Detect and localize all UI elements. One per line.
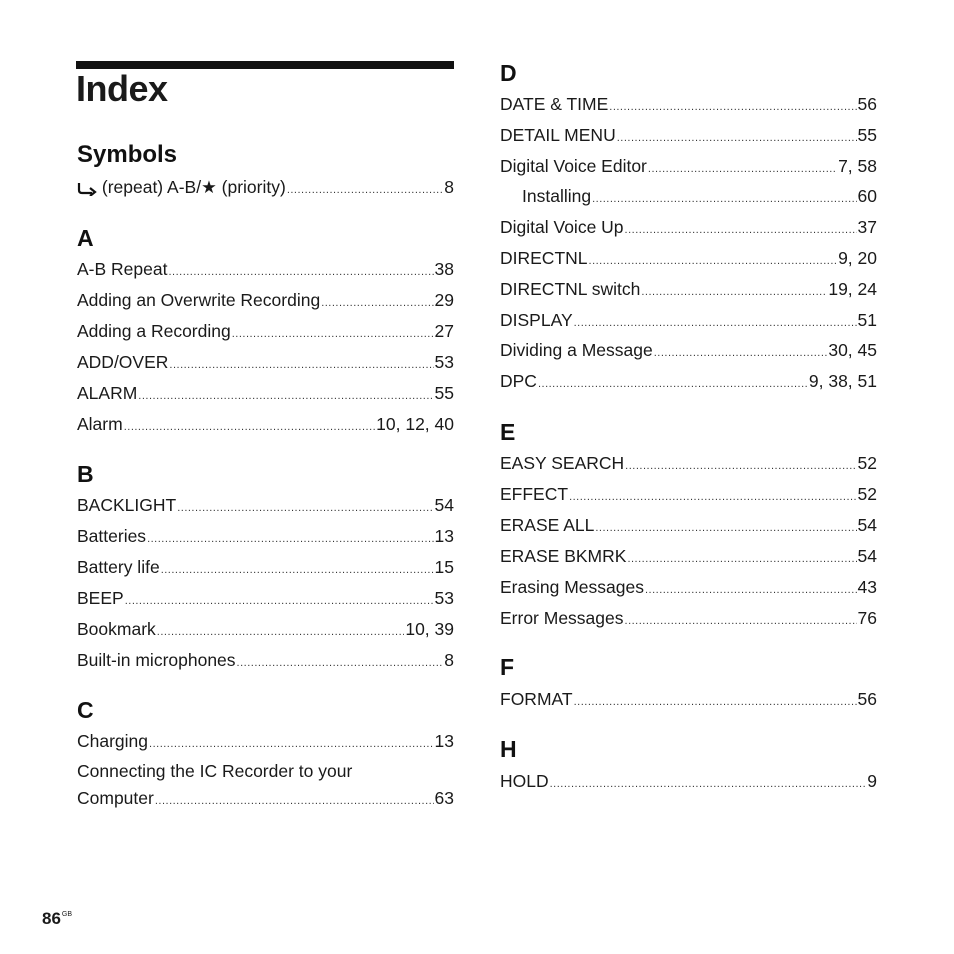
entry-page: 51 [857, 310, 877, 330]
index-entry-charging[interactable] [77, 730, 454, 755]
entry-page: 13 [434, 526, 454, 546]
entry-page: 8 [444, 650, 454, 670]
entry-label: FORMAT [500, 689, 573, 709]
entry-label: ADD/OVER [77, 352, 169, 372]
entry-label: Adding a Recording [77, 321, 231, 341]
index-entry-installing[interactable] [522, 185, 877, 210]
leader-dots [654, 342, 828, 364]
index-entry-dividing-a-message[interactable] [500, 339, 877, 364]
entry-label: Alarm [77, 414, 123, 434]
leader-dots [641, 281, 827, 303]
entry-label: DISPLAY [500, 310, 573, 330]
leader-dots [645, 579, 857, 601]
leader-dots [157, 621, 405, 643]
entry-label: Digital Voice Editor [500, 156, 647, 176]
entry-page: 54 [857, 515, 877, 535]
leader-dots [177, 497, 433, 519]
leader-dots [232, 323, 434, 345]
index-entry-easy-search[interactable] [500, 452, 877, 477]
leader-dots [589, 250, 838, 272]
leader-dots [574, 312, 857, 334]
index-entry-directnl-switch[interactable] [500, 278, 877, 303]
entry-label: DATE & TIME [500, 94, 609, 114]
index-entry-format[interactable] [500, 688, 877, 713]
entry-page: 76 [857, 608, 877, 628]
entry-page: 30, 45 [828, 340, 877, 360]
page-number: $86^{GB}$ [42, 909, 73, 928]
entry-label: Bookmark [77, 619, 156, 639]
index-entry-battery-life[interactable] [77, 556, 454, 581]
leader-dots [147, 528, 433, 550]
entry-page: 56 [857, 94, 877, 114]
entry-label: BEEP [77, 588, 124, 608]
entry-page: 56 [857, 689, 877, 709]
entry-label: DPC [500, 371, 537, 391]
leader-dots [595, 517, 856, 539]
index-entry-error-messages[interactable] [500, 607, 877, 632]
entry-label: Adding an Overwrite Recording [77, 290, 321, 310]
entry-page: 19, 24 [828, 279, 877, 299]
entry-label: ALARM [77, 383, 138, 403]
entry-page: 55 [434, 383, 454, 403]
index-entry-directnl[interactable] [500, 247, 877, 272]
index-entry-digital-voice-editor[interactable] [500, 155, 877, 180]
index-entry-connecting-line2[interactable]: Computer ..... 63 [77, 787, 454, 812]
leader-dots [574, 691, 857, 713]
leader-dots [168, 261, 433, 283]
entry-label: ERASE ALL [500, 515, 595, 535]
leader-dots [609, 96, 856, 118]
page-title: Index [76, 68, 168, 109]
entry-label: ERASE BKMRK [500, 546, 627, 566]
entry-page: 37 [857, 217, 877, 237]
leader-dots [625, 455, 856, 477]
entry-page: 13 [434, 731, 454, 751]
entry-page: 55 [857, 125, 877, 145]
leader-dots [237, 652, 444, 674]
leader-dots [149, 733, 434, 755]
index-entry-beep[interactable] [77, 587, 454, 612]
leader-dots [321, 292, 433, 314]
index-entry-a-b-repeat[interactable] [77, 258, 454, 283]
index-entry-batteries[interactable] [77, 525, 454, 550]
entry-page: 54 [434, 495, 454, 515]
section-letter-c: C [77, 697, 94, 723]
entry-label: EASY SEARCH [500, 453, 625, 473]
entry-label: Dividing a Message [500, 340, 653, 360]
entry-page: 60 [857, 186, 877, 206]
leader-dots [617, 127, 857, 149]
entry-page: 38 [434, 259, 454, 279]
entry-page: 53 [434, 352, 454, 372]
index-entry-alarm[interactable] [77, 413, 454, 438]
entry-label: DETAIL MENU [500, 125, 616, 145]
entry-page: 10, 39 [405, 619, 454, 639]
index-entry-bookmark[interactable] [77, 618, 454, 643]
entry-page: 9, 20 [838, 248, 877, 268]
entry-label: Installing [522, 186, 592, 206]
index-entry-erasing-messages[interactable] [500, 576, 877, 601]
leader-dots [569, 486, 856, 508]
section-letter-h: H [500, 736, 517, 762]
index-entry-adding-a-recording[interactable] [77, 320, 454, 345]
index-entry-display[interactable] [500, 309, 877, 334]
entry-page: 29 [434, 290, 454, 310]
entry-label: HOLD [500, 771, 549, 791]
entry-label: Erasing Messages [500, 577, 644, 597]
entry-label: BACKLIGHT [77, 495, 177, 515]
index-entry-repeat-priority[interactable]: (repeat) A-B/★ (priority) ..... 8 [77, 176, 454, 201]
index-entry-date-time[interactable] [500, 93, 877, 118]
leader-dots [138, 385, 433, 407]
index-entry-dpc[interactable] [500, 370, 877, 395]
entry-label: Charging [77, 731, 149, 751]
leader-dots [125, 590, 434, 612]
section-letter-d: D [500, 60, 517, 86]
entry-label: Digital Voice Up [500, 217, 624, 237]
index-entry-erase-all[interactable] [500, 514, 877, 539]
leader-dots [169, 354, 433, 376]
leader-dots [625, 219, 857, 241]
section-letter-e: E [500, 419, 516, 445]
index-entry-connecting-line1[interactable]: Connecting the IC Recorder to your [77, 761, 353, 781]
section-letter-a: A [77, 225, 94, 251]
entry-page: 53 [434, 588, 454, 608]
index-entry-detail-menu[interactable] [500, 124, 877, 149]
entry-page: 15 [434, 557, 454, 577]
leader-dots [625, 610, 857, 632]
leader-dots [550, 773, 867, 795]
leader-dots [648, 158, 837, 180]
entry-page: 9 [867, 771, 877, 791]
entry-label: EFFECT [500, 484, 569, 504]
index-entry-adding-an-overwrite-recording[interactable] [77, 289, 454, 314]
entry-page: 54 [857, 546, 877, 566]
leader-dots [124, 416, 375, 438]
entry-label: A-B Repeat [77, 259, 168, 279]
entry-label: Battery life [77, 557, 160, 577]
entry-page: 43 [857, 577, 877, 597]
star-icon: ★ [201, 177, 217, 197]
index-entry-backlight[interactable] [77, 494, 454, 519]
entry-label: Error Messages [500, 608, 624, 628]
entry-page: 27 [434, 321, 454, 341]
index-entry-alarm[interactable] [77, 382, 454, 407]
leader-dots [161, 559, 434, 581]
entry-page: 52 [857, 484, 877, 504]
entry-label: Batteries [77, 526, 147, 546]
entry-label: DIRECTNL switch [500, 279, 641, 299]
entry-label: DIRECTNL [500, 248, 588, 268]
entry-page: 7, 58 [838, 156, 877, 176]
repeat-icon [77, 180, 97, 196]
leader-dots [592, 188, 856, 210]
section-letter-b: B [77, 461, 94, 487]
index-entry-effect[interactable] [500, 483, 877, 508]
leader-dots [538, 373, 808, 395]
entry-page: 10, 12, 40 [376, 414, 454, 434]
symbols-heading: Symbols [77, 141, 178, 168]
index-entry-erase-bkmrk[interactable] [500, 545, 877, 570]
index-entry-hold[interactable] [500, 770, 877, 795]
index-entry-digital-voice-up[interactable] [500, 216, 877, 241]
index-entry-built-in-microphones[interactable] [77, 649, 454, 674]
entry-label: Built-in microphones [77, 650, 236, 670]
leader-dots [627, 548, 856, 570]
section-letter-f: F [500, 654, 515, 680]
entry-page: 9, 38, 51 [808, 371, 877, 391]
entry-page: 52 [857, 453, 877, 473]
index-entry-add-over[interactable] [77, 351, 454, 376]
